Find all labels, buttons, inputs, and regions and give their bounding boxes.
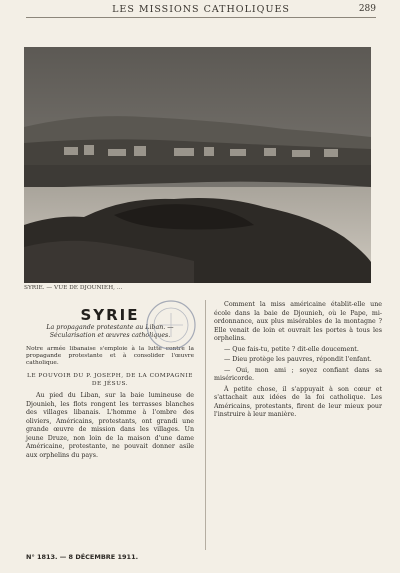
body-paragraph: Comment la miss américaine établit-elle une école dans la baie de Djounieh, où le Pape, mi-ordonnance, aux plus misérables de la montagne ? Elle venait de loin et ouvrait les portes à tous les orphelins.	[214, 301, 382, 342]
body-paragraph: Au pied du Liban, sur la baie lumineuse de Djounieh, les flots rongent les terrasses blanches des villages libanais. L'homme à l'ombre des oliviers, Américains, protestants, ont grandi une grande œuvre de mission dans les villages. Un jeune Druze, non loin de la maison d'une dame Américaine, protestante, ne pouvait donner asile aux orphelins du pays.	[26, 392, 194, 459]
section-title: SYRIE	[80, 306, 140, 324]
article-heading: LE POUVOIR DU P. JOSEPH, DE LA COMPAGNIE DE JÉSUS.	[26, 373, 193, 387]
dialogue-line: — Oui, mon ami ; soyez confiant dans sa miséricorde.	[214, 366, 382, 382]
page-header	[26, 3, 376, 18]
landscape-photo	[24, 47, 371, 283]
column-divider	[205, 300, 206, 550]
photo-caption: SYRIE. — VUE DE DJOUNIEH, ...	[24, 285, 123, 291]
right-column	[214, 301, 382, 422]
section-subtitle: La propagande protestante au Liban. — Sécularisation et œuvres catholiques.	[46, 323, 174, 339]
photo-illustration	[24, 47, 371, 283]
body-paragraph: À petite chose, il s'appuyait à son cœur et s'attachait aux idées de la foi catholique. Les Américains, protestants, firent de leur mieux pour l'instruire à leur manière.	[214, 385, 382, 418]
dialogue-line: — Que fais-tu, petite ? dit-elle doucement.	[224, 345, 359, 353]
running-title: LES MISSIONS CATHOLIQUES	[112, 4, 290, 15]
article-summary: Notre armée libanaise s'emploie à la lutte contre la propagande protestante et à consolider l'œuvre catholique.	[26, 345, 194, 366]
issue-number: N° 1813. — 8 DÉCEMBRE 1911.	[26, 553, 139, 561]
page-number: 289	[358, 4, 376, 14]
dialogue-line: — Dieu protège les pauvres, répondit l'enfant.	[224, 356, 372, 363]
library-stamp	[144, 298, 198, 352]
